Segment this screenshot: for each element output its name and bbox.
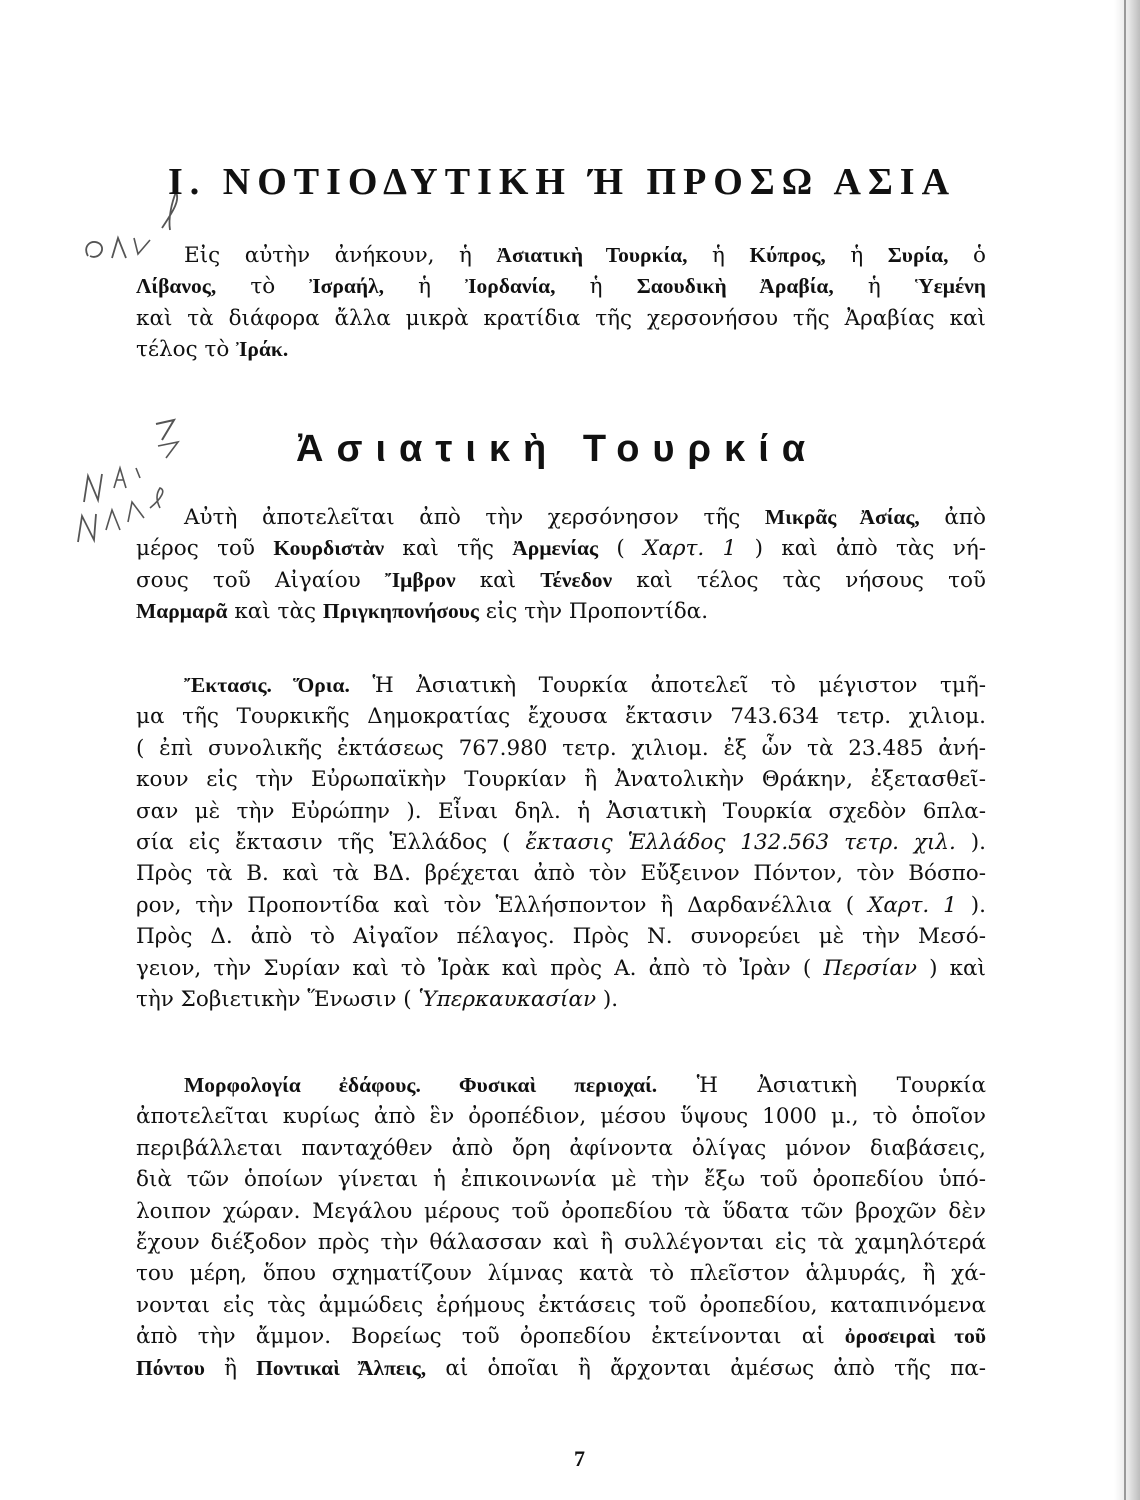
p2-line-5: σαν μὲ τὴν Εὐρώπην ). Εἶναι δηλ. ἡ Ἀσιατικὴ Τουρκία σχεδὸν 6πλα- bbox=[136, 798, 986, 824]
p3-line-2: ἀποτελεῖται κυρίως ἀπὸ ἓν ὀροπέδιον, μέσου ὕψους 1000 μ., τὸ ὁποῖον bbox=[136, 1104, 986, 1130]
intro-line-3: καὶ τὰ διάφορα ἄλλα μικρὰ κρατίδια τῆς χερσονήσου τῆς Ἀραβίας καὶ bbox=[136, 305, 986, 331]
chapter-intro-paragraph bbox=[136, 240, 986, 366]
p3-line-9: ἀπὸ τὴν ἄμμον. Βορείως τοῦ ὀροπεδίου ἐκτείνονται αἱ ὀροσειραὶ τοῦ bbox=[136, 1324, 987, 1350]
p1-line-3: σους τοῦ Αἰγαίου Ἴμβρον καὶ Τένεδον καὶ τέλος τὰς νήσους τοῦ bbox=[136, 567, 986, 593]
p3-line-10: Πόντου ἢ Ποντικαὶ Ἄλπεις, αἱ ὁποῖαι ἢ ἄρχονται ἀμέσως ἀπὸ τῆς πα- bbox=[136, 1355, 986, 1381]
p1-line-1: Αὐτὴ ἀποτελεῖται ἀπὸ τὴν χερσόνησον τῆς Μικρᾶς Ἀσίας, ἀπὸ bbox=[184, 505, 986, 530]
p1-line-4: Μαρμαρᾶ καὶ τὰς Πριγκηπονήσους εἰς τὴν Προποντίδα. bbox=[136, 599, 709, 625]
intro-line-4: τέλος τὸ Ἰράκ. bbox=[136, 337, 289, 363]
p2-line-10: γειον, τὴν Συρίαν καὶ τὸ Ἰρὰκ καὶ πρὸς Α. ἀπὸ τὸ Ἰρὰν ( Περσίαν ) καὶ bbox=[136, 955, 986, 981]
section-paragraph-2 bbox=[136, 670, 986, 1015]
p3-line-6: ἔχουν διέξοδον πρὸς τὴν θάλασσαν καὶ ἢ συλλέγονται εἰς τὰ χαμηλότερά bbox=[136, 1230, 986, 1256]
intro-line-1: Εἰς αὐτὴν ἀνήκουν, ἡ Ἀσιατικὴ Τουρκία, ἡ Κύπρος, ἡ Συρία, ὁ bbox=[184, 243, 986, 268]
p3-line-4: διὰ τῶν ὁποίων γίνεται ἡ ἐπικοινωνία μὲ τὴν ἔξω τοῦ ὀροπεδίου ὑπό- bbox=[136, 1167, 986, 1193]
p2-line-4: κουν εἰς τὴν Εὐρωπαϊκὴν Τουρκίαν ἢ Ἀνατολικὴν Θράκην, ἐξετασθεῖ- bbox=[136, 767, 986, 793]
intro-line-2: Λίβανος, τὸ Ἰσραήλ, ἡ Ἰορδανία, ἡ Σαουδικὴ Ἀραβία, ἡ Ὑεμένη bbox=[136, 274, 986, 300]
section-paragraph-1 bbox=[136, 502, 986, 628]
p2-line-8: ρον, τὴν Προποντίδα καὶ τὸν Ἑλλήσποντον ἢ Δαρδανέλλια ( Χαρτ. 1 ). bbox=[136, 892, 986, 918]
p2-line-9: Πρὸς Δ. ἀπὸ τὸ Αἰγαῖον πέλαγος. Πρὸς Ν. συνορεύει μὲ τὴν Μεσό- bbox=[136, 924, 986, 950]
p2-line-7: Πρὸς τὰ Β. καὶ τὰ ΒΔ. βρέχεται ἀπὸ τὸν Εὔξεινον Πόντον, τὸν Βόσπο- bbox=[136, 861, 986, 887]
p2-line-6: σία εἰς ἔκτασιν τῆς Ἑλλάδος ( ἔκτασις Ἑλλάδος 132.563 τετρ. χιλ. ). bbox=[136, 830, 986, 856]
page-edge-line bbox=[1124, 0, 1126, 1500]
p3-line-1: Μορφολογία ἐδάφους. Φυσικαὶ περιοχαί. Ἡ Ἀσιατικὴ Τουρκία bbox=[184, 1073, 986, 1098]
chapter-title: I. ΝΟΤΙΟΔΥΤΙΚΗ Ή ΠΡΟΣΩ ΑΣΙΑ bbox=[168, 161, 957, 203]
p2-line-1: Ἔκτασις. Ὅρια. Ἡ Ἀσιατικὴ Τουρκία ἀποτελεῖ τὸ μέγιστον τμῆ- bbox=[184, 673, 986, 698]
p2-line-3: ( ἐπὶ συνολικῆς ἐκτάσεως 767.980 τετρ. χιλιομ. ἐξ ὧν τὰ 23.485 ἀνή- bbox=[136, 735, 986, 761]
p2-line-11: τὴν Σοβιετικὴν Ἕνωσιν ( Ὑπερκαυκασίαν ). bbox=[136, 987, 619, 1013]
p3-line-5: λοιπον χώραν. Μεγάλου μέρους τοῦ ὀροπεδίου τὰ ὕδατα τῶν βροχῶν δὲν bbox=[136, 1198, 986, 1224]
p3-line-7: του μέρη, ὅπου σχηματίζουν λίμνας κατὰ τὸ πλεῖστον ἁλμυράς, ἢ χά- bbox=[136, 1261, 986, 1287]
p2-line-2: μα τῆς Τουρκικῆς Δημοκρατίας ἔχουσα ἔκτασιν 743.634 τετρ. χιλιομ. bbox=[136, 704, 986, 730]
p3-line-8: νονται εἰς τὰς ἀμμώδεις ἐρήμους ἐκτάσεις τοῦ ὀροπεδίου, καταπινόμενα bbox=[136, 1292, 986, 1318]
page-number: 7 bbox=[574, 1446, 585, 1471]
p3-line-3: περιβάλλεται πανταχόθεν ἀπὸ ὄρη ἀφίνοντα ὀλίγας μόνον διαβάσεις, bbox=[136, 1135, 986, 1161]
section-paragraph-3 bbox=[136, 1070, 986, 1384]
page-edge-shadow bbox=[1114, 0, 1140, 1500]
section-title: Ἀσιατικὴ Τουρκία bbox=[296, 428, 819, 470]
p1-line-2: μέρος τοῦ Κουρδιστὰν καὶ τῆς Ἀρμενίας ( Χαρτ. 1 ) καὶ ἀπὸ τὰς νή- bbox=[136, 536, 986, 562]
